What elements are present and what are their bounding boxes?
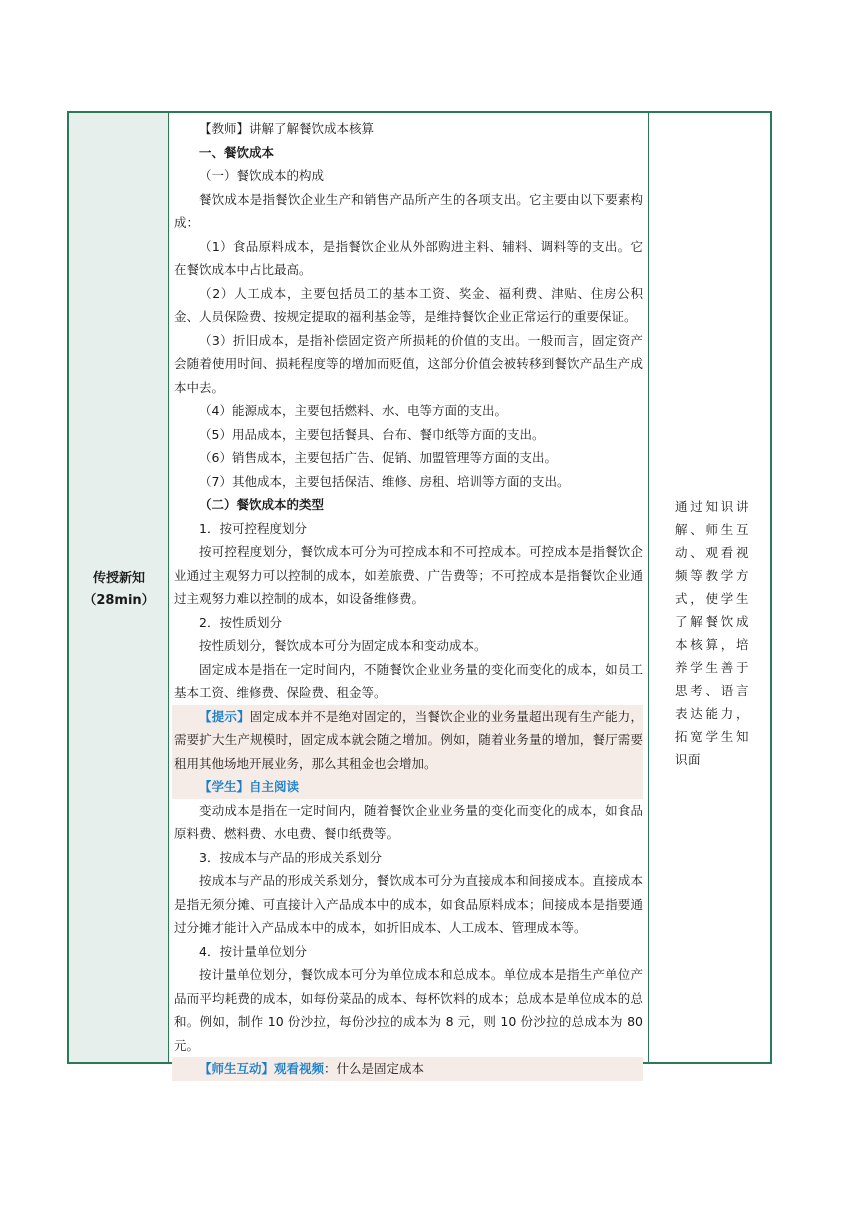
tip-box	[172, 705, 643, 776]
intro-line: 【教师】讲解了解餐饮成本核算	[199, 121, 375, 136]
type-2-text: 按性质划分，餐饮成本可分为固定成本和变动成本。	[199, 638, 487, 653]
stage-column	[69, 113, 169, 1062]
tip-text: 固定成本并不是绝对固定的，当餐饮企业的业务量超出现有生产能力，需要扩大生产规模时，固定成本就会随之增加。例如，随着业务量的增加，餐厅需要租用其他场地开展业务，那么其租金也会增加。	[174, 708, 643, 771]
item-2: （2）人工成本，主要包括员工的基本工资、奖金、福利费、津贴、住房公积金、人员保险费、按规定提取的福利基金等，是维持餐饮企业正常运行的重要保证。	[174, 285, 643, 324]
subheading-2: （二）餐饮成本的类型	[199, 497, 325, 512]
type-2-title: 2．按性质划分	[199, 614, 282, 630]
content-column	[169, 113, 649, 1076]
lesson-content	[174, 117, 643, 1081]
item-3: （3）折旧成本，是指补偿固定资产所损耗的价值的支出。一般而言，固定资产会随着使用时间、损耗程度等的增加而贬值，这部分价值会被转移到餐饮产品生产成本中去。	[174, 332, 643, 395]
item-5: （5）用品成本，主要包括餐具、台布、餐巾纸等方面的支出。	[199, 426, 545, 442]
variable-cost-text: 变动成本是指在一定时间内，随着餐饮企业业务量的变化而变化的成本，如食品原料费、燃料费、水电费、餐巾纸费等。	[174, 802, 643, 841]
lesson-table	[67, 111, 772, 1076]
stage-duration: （28min）	[83, 593, 155, 608]
interaction-text: ：什么是固定成本	[324, 1061, 425, 1076]
type-4-title: 4．按计量单位划分	[199, 943, 307, 959]
definition-paragraph: 餐饮成本是指餐饮企业生产和销售产品所产生的各项支出。它主要由以下要素构成：	[174, 191, 643, 230]
item-4: （4）能源成本，主要包括燃料、水、电等方面的支出。	[199, 403, 507, 418]
stage-title: 传授新知	[92, 571, 145, 586]
type-3-text: 按成本与产品的形成关系划分，餐饮成本可分为直接成本和间接成本。直接成本是指无须分摊、可直接计入产品成本中的成本，如食品原料成本；间接成本是指要通过分摊才能计入产品成本中的成本，如折旧成本、人工成本、管理成本等。	[174, 873, 643, 935]
type-1-text: 按可控程度划分，餐饮成本可分为可控成本和不可控成本。可控成本是指餐饮企业通过主观努力可以控制的成本，如差旅费、广告费等；不可控成本是指餐饮企业通过主观努力难以控制的成本，如设备维修费。	[174, 544, 643, 606]
type-3-title: 3．按成本与产品的形成关系划分	[199, 849, 382, 865]
teacher-tag: 【教师】	[199, 121, 250, 136]
type-1-title: 1．按可控程度划分	[199, 520, 307, 536]
interaction-box	[172, 1057, 643, 1081]
interaction-tag: 【师生互动】观看视频	[199, 1061, 325, 1076]
tip-tag: 【提示】	[199, 708, 250, 724]
item-7: （7）其他成本，主要包括保洁、维修、房租、培训等方面的支出。	[199, 473, 570, 489]
student-tag: 【学生】自主阅读	[199, 779, 300, 794]
stage-label	[69, 568, 169, 612]
type-4-text: 按计量单位划分，餐饮成本可分为单位成本和总成本。单位成本是指生产单位产品而平均耗费的成本，如每份菜品的成本、每杯饮料的成本；总成本是单位成本的总和。例如，制作 10 份沙拉，每份沙拉的成本为 8 元，则 10 份沙拉的总成本为 80 元。	[174, 967, 643, 1053]
student-reading	[172, 775, 643, 799]
fixed-cost-text: 固定成本是指在一定时间内，不随餐饮企业业务量的变化而变化的成本，如员工基本工资、维修费、保险费、租金等。	[174, 661, 643, 700]
item-6: （6）销售成本，主要包括广告、促销、加盟管理等方面的支出。	[199, 450, 557, 465]
heading-1: 一、餐饮成本	[199, 144, 275, 160]
subheading-1: （一）餐饮成本的构成	[199, 168, 325, 183]
intent-column	[649, 113, 770, 1062]
intent-text: 通过知识讲解、师生互动、观看视频等教学方式，使学生了解餐饮成本核算，培养学生善于思考、语言表达能力，拓宽学生知识面	[675, 499, 749, 767]
item-1: （1）食品原料成本，是指餐饮企业从外部购进主料、辅料、调料等的支出。它在餐饮成本中占比最高。	[174, 238, 643, 277]
